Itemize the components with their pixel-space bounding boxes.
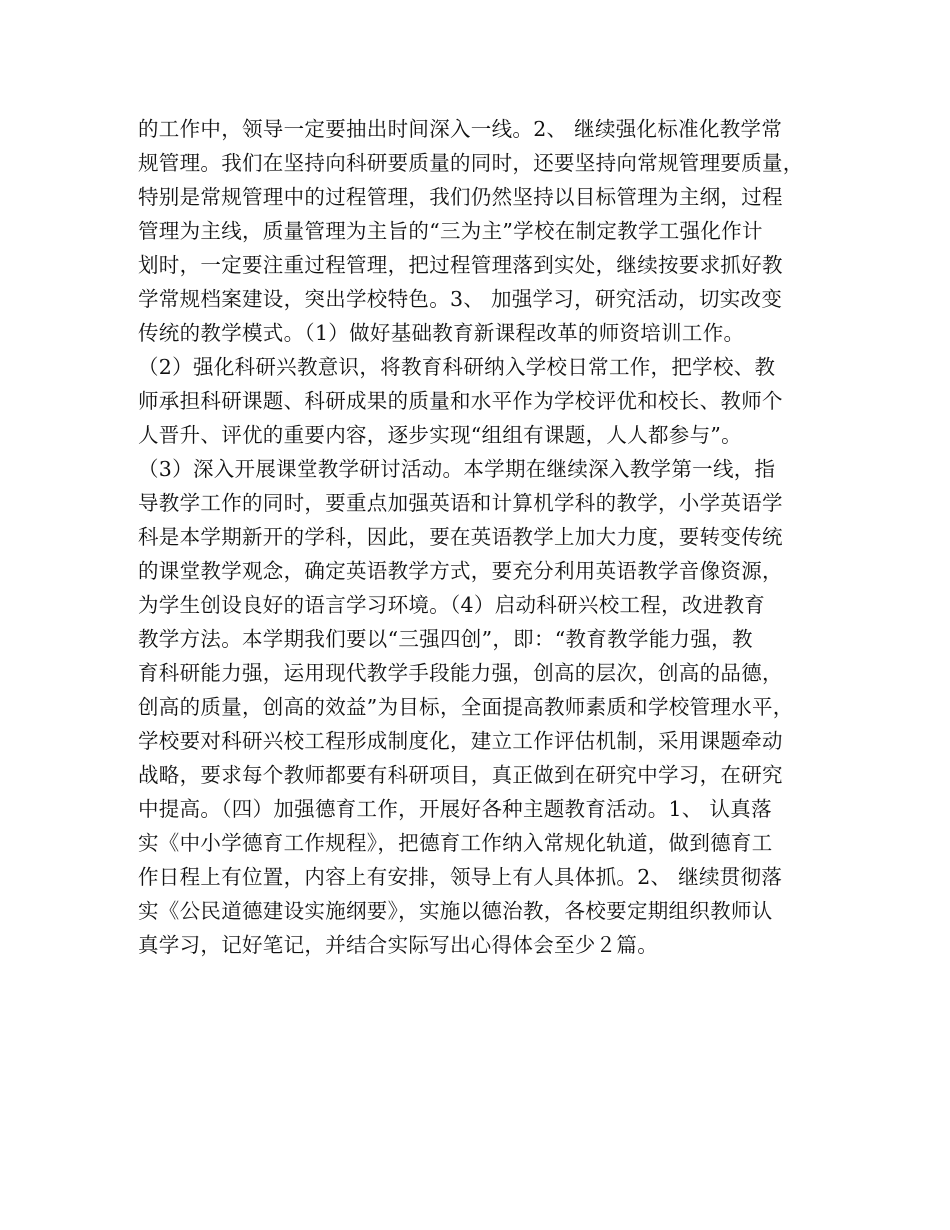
text-line: 中提高。（四）加强德育工作，开展好各种主题教育活动。1、 认真落: [138, 797, 772, 821]
text-line: 导教学工作的同时，要重点加强英语和计算机学科的教学，小学英语学: [138, 491, 783, 515]
text-line: 划时，一定要注重过程管理，把过程管理落到实处，继续按要求抓好教: [138, 253, 783, 277]
text-line: 规管理。我们在坚持向科研要质量的同时，还要坚持向常规管理要质量，: [138, 151, 804, 175]
text-line: 教学方法。本学期我们要以“三强四创”，即：“教育教学能力强，教: [138, 627, 753, 651]
text-line: 创高的质量，创高的效益”为目标，全面提高教师素质和学校管理水平，: [138, 695, 794, 719]
text-line: 育科研能力强，运用现代教学手段能力强，创高的层次，创高的品德，: [138, 661, 783, 685]
text-line: 实《公民道德建设实施纲要》，实施以德治教，各校要定期组织教师认: [138, 899, 773, 923]
text-line: 学校要对科研兴校工程形成制度化，建立工作评估机制，采用课题牵动: [138, 729, 783, 753]
text-line: （3）深入开展课堂教学研讨活动。本学期在继续深入教学第一线，指: [138, 457, 776, 481]
text-line: （2）强化科研兴教意识，将教育科研纳入学校日常工作，把学校、教: [138, 355, 776, 379]
text-line: 特别是常规管理中的过程管理，我们仍然坚持以目标管理为主纲，过程: [138, 185, 783, 209]
text-line: 学常规档案建设，突出学校特色。3、 加强学习，研究活动，切实改变: [138, 287, 783, 311]
text-line: 管理为主线，质量管理为主旨的“三为主”学校在制定教学工强化作计: [138, 219, 763, 243]
text-line: 战略，要求每个教师都要有科研项目，真正做到在研究中学习，在研究: [138, 763, 783, 787]
text-line: 传统的教学模式。（1）做好基础教育新课程改革的师资培训工作。: [138, 321, 745, 345]
text-line: 人晋升、评优的重要内容，逐步实现“组组有课题，人人都参与”。: [138, 423, 742, 447]
text-line: 的工作中，领导一定要抽出时间深入一线。2、 继续强化标准化教学常: [138, 117, 783, 141]
text-line: 真学习，记好笔记，并结合实际写出心得体会至少２篇。: [138, 933, 658, 957]
text-line: 实《中小学德育工作规程》，把德育工作纳入常规化轨道，做到德育工: [138, 831, 773, 855]
body-text: [138, 112, 828, 962]
text-line: 的课堂教学观念，确定英语教学方式，要充分利用英语教学音像资源，: [138, 559, 783, 583]
text-line: 作日程上有位置，内容上有安排，领导上有人具体抓。2、 继续贯彻落: [138, 865, 783, 889]
text-line: 师承担科研课题、科研成果的质量和水平作为学校评优和校长、教师个: [138, 389, 783, 413]
text-line: 为学生创设良好的语言学习环境。（4）启动科研兴校工程，改进教育: [138, 593, 766, 617]
text-line: 科是本学期新开的学科，因此，要在英语教学上加大力度，要转变传统: [138, 525, 783, 549]
